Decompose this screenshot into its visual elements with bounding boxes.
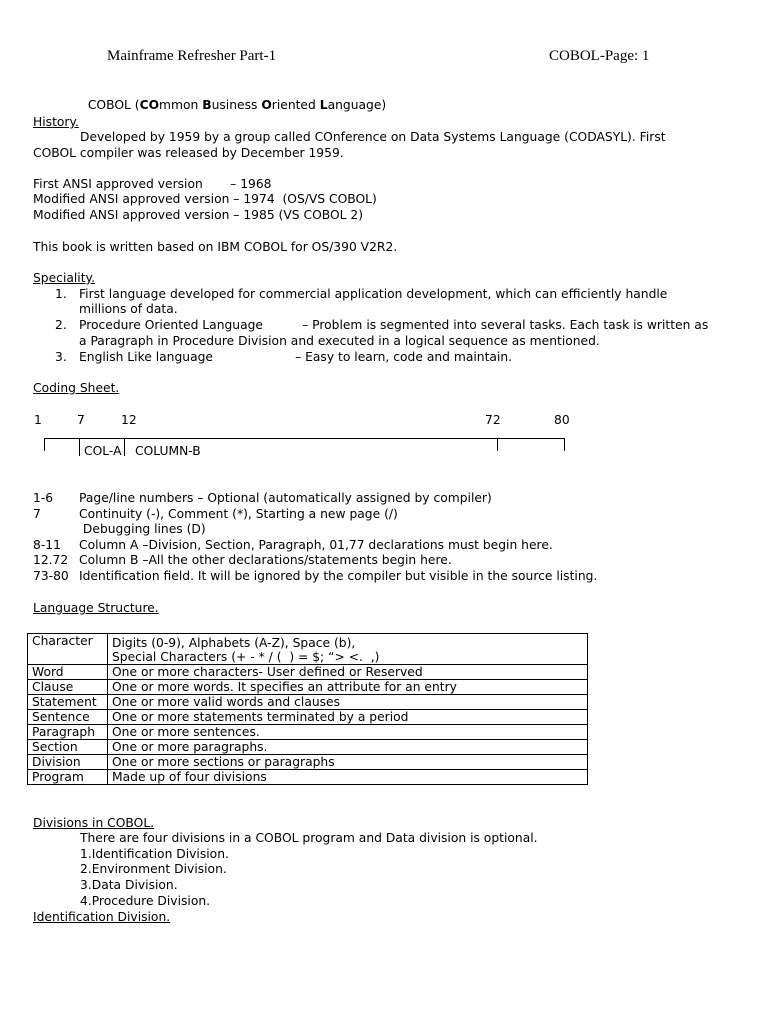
speciality-num: 3.	[55, 350, 67, 364]
divisions-heading: Divisions in COBOL.	[33, 816, 155, 830]
speciality-text: Procedure Oriented Language – Problem is segmented into several tasks. Each task is written as	[79, 318, 709, 332]
language-structure-table	[27, 633, 588, 785]
table-row	[28, 695, 588, 710]
term-cell: Section	[28, 740, 108, 755]
column-desc: Debugging lines (D)	[79, 522, 206, 536]
col-a-label: COL-A	[84, 444, 122, 458]
column-desc: Column A –Division, Section, Paragraph, 01,77 declarations must begin here.	[79, 538, 553, 552]
ruler-tick	[497, 438, 498, 451]
speciality-num: 1.	[55, 287, 67, 301]
speciality-text: a Paragraph in Procedure Division and executed in a logical sequence as mentioned.	[79, 334, 600, 348]
title-bold-2: B	[202, 98, 212, 112]
column-desc: Column B –All the other declarations/statements begin here.	[79, 553, 452, 567]
title-prefix: COBOL (	[87, 98, 140, 112]
col-b-label: COLUMN-B	[135, 444, 201, 458]
divisions-intro: There are four divisions in a COBOL program and Data division is optional.	[80, 831, 538, 845]
history-heading: History.	[33, 115, 79, 129]
title-rest-2: usiness	[211, 98, 262, 112]
column-range: 12.72	[33, 553, 69, 567]
table-row	[28, 740, 588, 755]
column-number: 12	[121, 413, 137, 427]
speciality-text: First language developed for commercial application development, which can efficiently handle	[79, 287, 668, 301]
title-rest-1: mmon	[159, 98, 203, 112]
definition-cell: Made up of four divisions	[108, 770, 588, 785]
definition-cell: One or more paragraphs.	[108, 740, 588, 755]
table-row	[28, 680, 588, 695]
column-range: 8-11	[33, 538, 61, 552]
definition-cell: One or more words. It specifies an attribute for an entry	[108, 680, 588, 695]
speciality-num: 2.	[55, 318, 67, 332]
column-number: 80	[554, 413, 570, 427]
term-cell: Word	[28, 665, 108, 680]
title-bold-4: L	[319, 98, 328, 112]
definition-cell: One or more characters- User defined or Reserved	[108, 665, 588, 680]
title-bold-1: CO	[139, 98, 160, 112]
division-item: 4.Procedure Division.	[80, 894, 211, 908]
identification-division-heading: Identification Division.	[33, 910, 171, 924]
history-line-2: COBOL compiler was released by December 1959.	[33, 146, 344, 160]
division-item: 2.Environment Division.	[80, 862, 227, 876]
term-cell: Clause	[28, 680, 108, 695]
version-line: First ANSI approved version – 1968	[33, 177, 272, 191]
title-bold-3: O	[261, 98, 272, 112]
ruler-tick	[124, 438, 125, 456]
column-range: 73-80	[33, 569, 69, 583]
column-number: 7	[77, 413, 85, 427]
table-row	[28, 665, 588, 680]
definition-cell: One or more valid words and clauses	[108, 695, 588, 710]
term-cell: Paragraph	[28, 725, 108, 740]
term-cell: Sentence	[28, 710, 108, 725]
version-line: Modified ANSI approved version – 1974 (OS/VS COBOL)	[33, 192, 377, 206]
column-desc: Page/line numbers – Optional (automatically assigned by compiler)	[79, 491, 492, 505]
column-number: 1	[34, 413, 42, 427]
speciality-text: millions of data.	[79, 302, 178, 316]
document-title	[80, 83, 386, 113]
column-desc: Identification field. It will be ignored by the compiler but visible in the source listing.	[79, 569, 598, 583]
definition-cell: One or more sections or paragraphs	[108, 755, 588, 770]
definition-cell: Digits (0-9), Alphabets (A-Z), Space (b), Special Characters (+ - * / ( ) = $; “> <. ,)	[108, 634, 588, 665]
coding-sheet-heading: Coding Sheet.	[33, 381, 120, 395]
term-cell: Program	[28, 770, 108, 785]
ruler-tick	[79, 438, 80, 456]
table-row	[28, 755, 588, 770]
table-row	[28, 770, 588, 785]
column-desc: Continuity (-), Comment (*), Starting a new page (/)	[79, 507, 398, 521]
ruler-line	[44, 438, 565, 439]
column-number: 72	[485, 413, 501, 427]
ruler-tick	[564, 438, 565, 451]
title-rest-4: anguage)	[327, 98, 387, 112]
book-note: This book is written based on IBM COBOL for OS/390 V2R2.	[33, 240, 398, 254]
history-line-1: Developed by 1959 by a group called COnference on Data Systems Language (CODASYL). First	[80, 130, 666, 144]
table-row	[28, 710, 588, 725]
table-row	[28, 725, 588, 740]
division-item: 3.Data Division.	[80, 878, 178, 892]
title-rest-3: riented	[271, 98, 320, 112]
ruler-tick	[44, 438, 45, 451]
division-item: 1.Identification Division.	[80, 847, 229, 861]
definition-cell: One or more statements terminated by a period	[108, 710, 588, 725]
header-left: Mainframe Refresher Part-1	[107, 48, 277, 64]
term-cell: Character	[28, 634, 108, 665]
term-cell: Division	[28, 755, 108, 770]
column-range: 1-6	[33, 491, 54, 505]
header-right: COBOL-Page: 1	[549, 48, 650, 64]
term-cell: Statement	[28, 695, 108, 710]
table-row	[28, 634, 588, 665]
version-line: Modified ANSI approved version – 1985 (VS COBOL 2)	[33, 208, 364, 222]
speciality-text: English Like language – Easy to learn, code and maintain.	[79, 350, 513, 364]
language-structure-heading: Language Structure.	[33, 601, 159, 615]
speciality-heading: Speciality.	[33, 271, 95, 285]
column-range: 7	[33, 507, 41, 521]
definition-cell: One or more sentences.	[108, 725, 588, 740]
